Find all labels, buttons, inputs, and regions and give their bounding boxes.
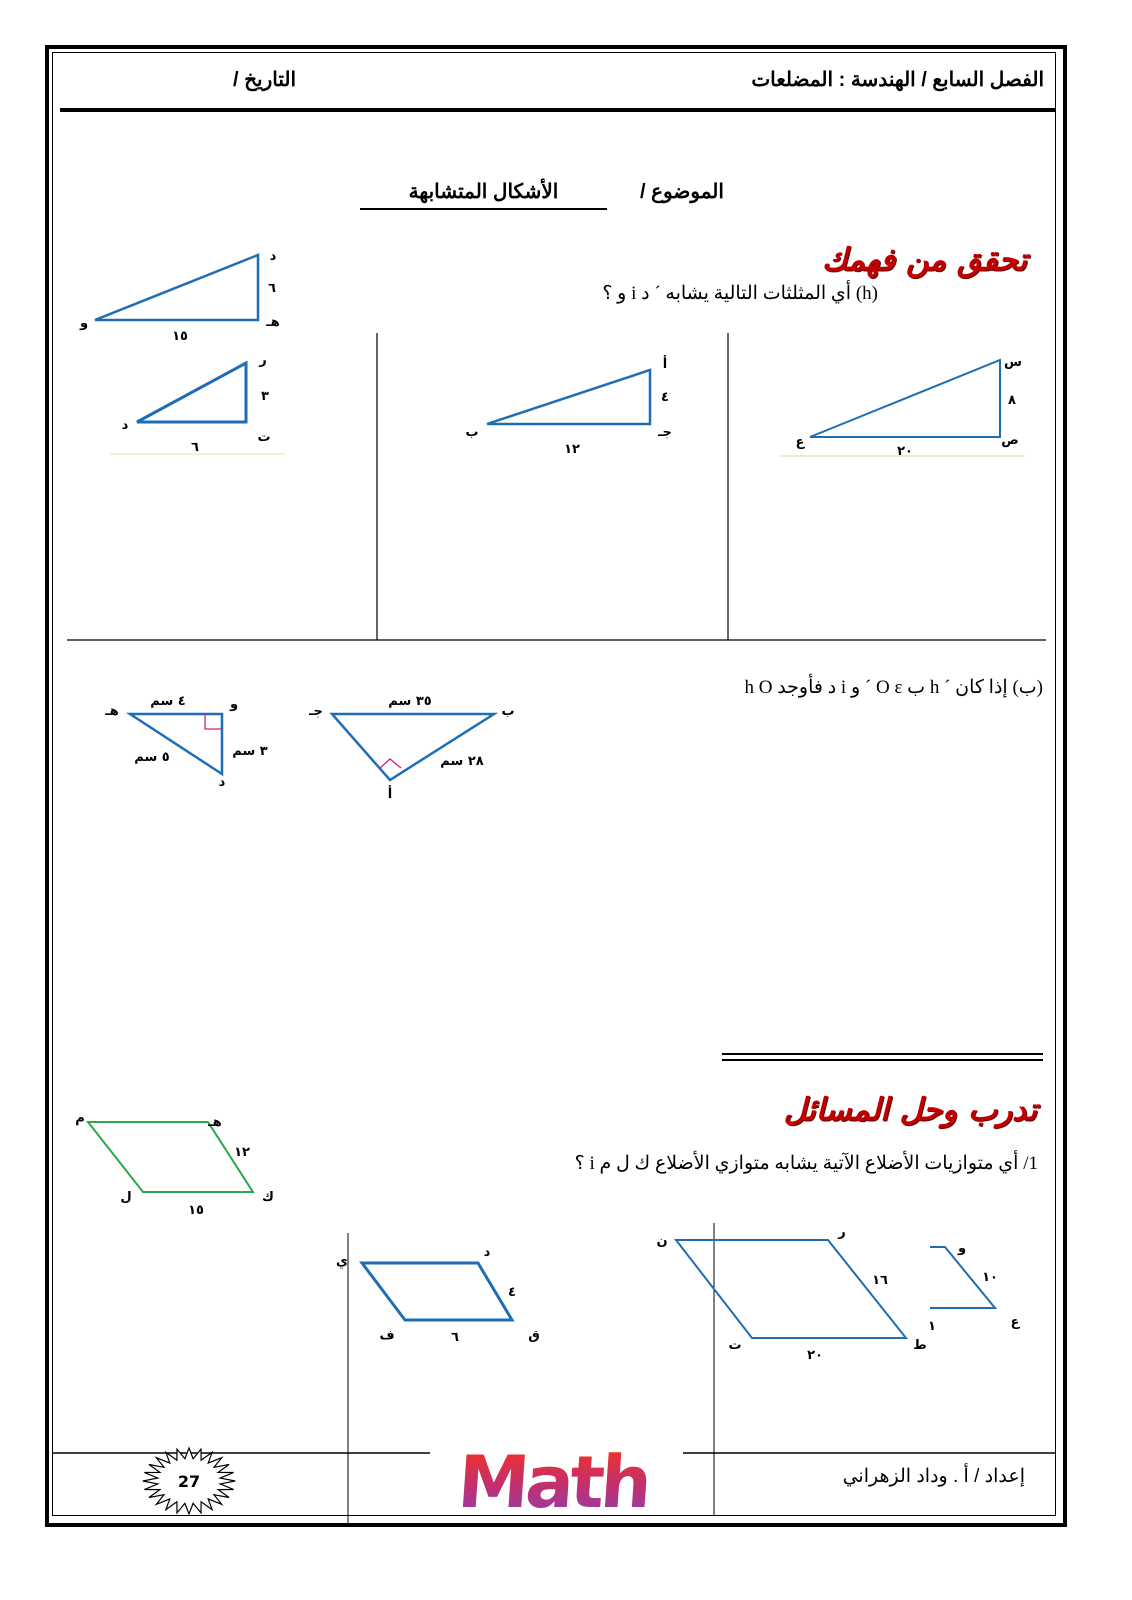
triangle-option-2 [487, 370, 650, 424]
vertex-label: ط [913, 1338, 927, 1353]
vertex-label: د [121, 418, 129, 433]
side-label: ٤ سم [150, 694, 186, 709]
side-label: ٥ سم [134, 750, 170, 765]
vertex-label: ب [465, 425, 479, 440]
side-label: ٨ [1008, 393, 1016, 408]
vertex-label: د [218, 775, 226, 790]
vertex-label: س [1004, 355, 1022, 370]
vertex-label: د [483, 1245, 491, 1260]
vertex-label: ق [528, 1328, 540, 1343]
topic-label: الموضوع / [640, 181, 724, 203]
side-label: ١٥ [188, 1203, 204, 1218]
side-label: ١٠ [982, 1270, 998, 1285]
vertex-label: د [269, 249, 277, 264]
page-number: 27 [177, 1472, 201, 1491]
vertex-label: و [957, 1241, 967, 1256]
side-label: ٣٥ سم [388, 694, 432, 709]
vertex-label: ل [120, 1190, 132, 1205]
question-1: 1/ أي متوازيات الأضلاع الآتية يشابه متوازي الأضلاع ك ل م i ؟ [574, 1153, 1038, 1174]
vertex-label: هـ [208, 1115, 222, 1130]
reference-parallelogram [88, 1122, 253, 1192]
side-label: ١٦ [872, 1273, 888, 1288]
vertex-label: ي [336, 1254, 348, 1269]
vertex-label: أ [662, 357, 668, 372]
question-b: (ب) إذا كان ´ h ب O ε ´ و i د فأوجد h O [744, 677, 1043, 698]
side-label: ١٢ [234, 1145, 250, 1160]
vertex-label: ت [728, 1338, 742, 1353]
triangle-abc [332, 714, 494, 780]
side-label: ٢٨ سم [440, 754, 484, 769]
vertex-label: جـ [658, 425, 672, 440]
math-logo: Math [455, 1440, 651, 1524]
side-label: ١ [928, 1319, 936, 1334]
vertex-label: جـ [309, 704, 323, 719]
question-a: (h) أي المثلثات التالية يشابه ´ د i و ؟ [602, 283, 878, 304]
triangle-option-1 [810, 360, 1000, 437]
vertex-label: أ [387, 787, 393, 802]
vertex-label: ت [257, 430, 271, 445]
reference-triangle [95, 255, 258, 320]
side-label: ٢٠ [807, 1348, 823, 1363]
date-label: التاريخ / [233, 69, 297, 91]
side-label: ٣ سم [232, 744, 268, 759]
side-label: ٤ [661, 390, 669, 405]
chapter-title: الفصل السابع / الهندسة : المضلعات [751, 69, 1044, 91]
side-label: ٣ [261, 389, 269, 404]
right-angle-mark [380, 759, 401, 768]
vertex-label: ن [656, 1234, 668, 1249]
vertex-label: ع [795, 435, 805, 450]
vertex-label: م [75, 1111, 85, 1126]
parallelogram-option-1 [362, 1263, 512, 1320]
side-label: ٦ [268, 281, 276, 296]
section-heading-check: تحقق من فهمك [821, 242, 1027, 278]
vertex-label: ب [501, 704, 515, 719]
topic-title: الأشكال المتشابهة [360, 179, 607, 210]
vertex-label: ك [262, 1190, 274, 1205]
parallelogram-option-2 [676, 1240, 906, 1338]
vertex-label: ر [838, 1225, 846, 1240]
side-label: ٤ [508, 1285, 516, 1300]
side-label: ٦ [191, 440, 199, 455]
vertex-label: ع [1010, 1315, 1020, 1330]
author-credit: إعداد / أ . وداد الزهراني [842, 1466, 1025, 1487]
triangle-hwd [130, 714, 222, 774]
side-label: ١٢ [564, 442, 580, 457]
side-label: ١٥ [172, 329, 188, 344]
vertex-label: و [229, 697, 239, 712]
vertex-label: ص [1001, 433, 1019, 448]
vertex-label: و [79, 316, 89, 331]
right-angle-mark [205, 714, 221, 729]
vertex-label: ر [259, 353, 267, 368]
section-heading-practice: تدرب وحل المسائل [783, 1092, 1037, 1128]
vertex-label: ف [379, 1328, 395, 1343]
side-label: ٢٠ [897, 444, 913, 459]
vertex-label: هـ [105, 704, 119, 719]
vertex-label: هـ [266, 315, 280, 330]
side-label: ٦ [451, 1330, 459, 1345]
triangle-option-3 [137, 363, 246, 422]
